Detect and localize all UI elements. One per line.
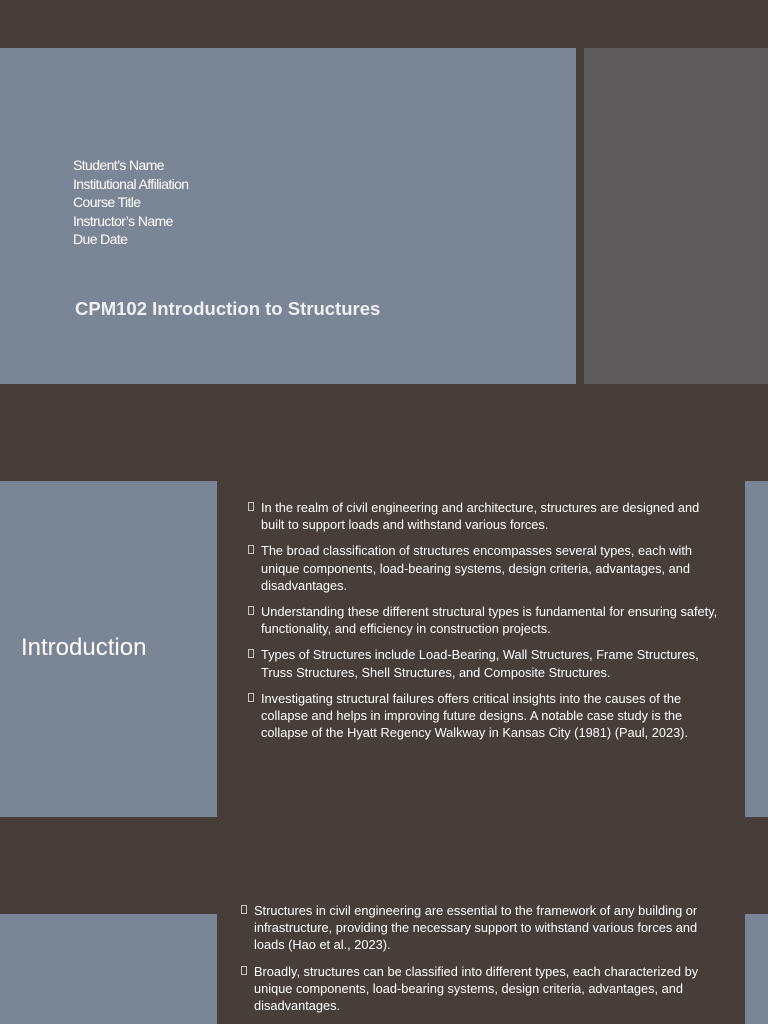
intro-bullet-list (248, 499, 718, 750)
list-item (248, 542, 718, 594)
title-slide-side-panel (584, 48, 768, 384)
list-item (248, 690, 718, 742)
title-meta-block (73, 156, 189, 249)
bullet-icon (248, 502, 254, 511)
list-item (248, 603, 718, 637)
list-item (241, 902, 711, 954)
bullet-icon (241, 905, 247, 914)
bullet-icon (248, 545, 254, 554)
bullet-text: Types of Structures include Load-Bearing, Wall Structures, Frame Structures, Truss Structures, Shell Structures, and Composite Structures. (261, 647, 699, 680)
due-date-line: Due Date (73, 231, 128, 247)
bullet-text: In the realm of civil engineering and architecture, structures are designed and built to support loads and withstand various forces. (261, 500, 700, 533)
bullet-icon (248, 649, 254, 658)
intro-slide-edge-panel (745, 481, 768, 817)
course-title: CPM102 Introduction to Structures (75, 298, 381, 319)
course-line: Course Title (73, 194, 141, 210)
bullet-text: Structures in civil engineering are essential to the framework of any building or infrastructure, providing the necessary support to withstand various forces and loads (Hao et al., 2023). (254, 903, 698, 953)
bullet-text: Understanding these different structural types is fundamental for ensuring safety, functionality, and efficiency in construction projects. (261, 604, 718, 637)
student-name-line: Student’s Name (73, 157, 164, 173)
list-item (248, 646, 718, 680)
list-item (241, 963, 711, 1015)
institution-line: Institutional Affiliation (73, 175, 189, 192)
bullet-text: Broadly, structures can be classified into different types, each characterized by unique components, load-bearing systems, design criteria, advantages, and disadvantages. (254, 963, 699, 1014)
bullet-icon (248, 606, 254, 615)
intro-heading: Introduction (21, 634, 147, 661)
bullet-text: The broad classification of structures encompasses several types, each with unique components, load-bearing systems, design criteria, advantages, and disadvantages. (261, 543, 693, 593)
third-slide-edge-panel (745, 914, 768, 1024)
instructor-line: Instructor’s Name (73, 212, 173, 229)
bullet-text: Investigating structural failures offers critical insights into the causes of the collapse and helps in improving future designs. A notable case study is the collapse of the Hyatt Regency Walkway in Kansas City (1981) (Paul, 2023). (261, 690, 689, 741)
third-slide-title-panel (0, 914, 217, 1024)
list-item (248, 499, 718, 533)
bullet-icon (248, 693, 254, 702)
third-slide-bullet-list (241, 902, 711, 1023)
bullet-icon (241, 966, 247, 975)
